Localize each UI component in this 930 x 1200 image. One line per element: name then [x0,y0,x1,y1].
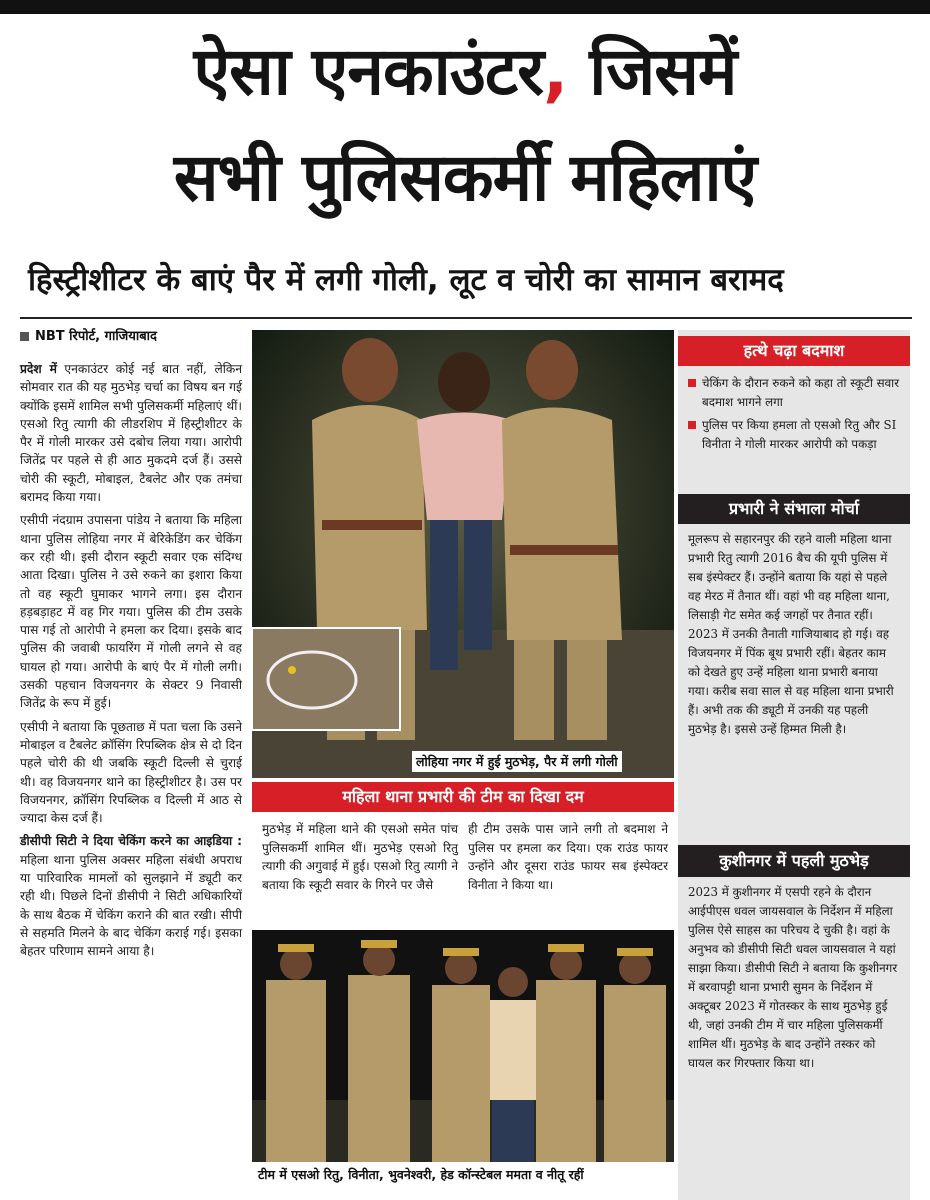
sidebar-box3-title: कुशीनगर में पहली मुठभेड़ [678,845,910,877]
sidebar [678,330,910,1200]
headline-line-2: सभी पुलिसकर्मी महिलाएं [173,139,757,216]
main-paragraph-4: डीसीपी सिटी ने दिया चेकिंग करने का आइडिया : महिला थाना पुलिस अक्सर महिला संबंधी अपराध या पारिवारिक मामलों को सुलझाने में ड्यूटी कर रही थी। पिछले दिनों डीसीपी ने सिटी अधिकारियों के साथ बैठक में चेकिंग कराने की बात रखी। सीपी से सहमति मिलने के बाद चेकिंग कराई गई। इसका बेहतर परिणाम सामने आया है। [20,834,242,959]
bullet-square-icon [688,421,696,429]
team-section-bar: महिला थाना प्रभारी की टीम का दिखा दम [252,782,674,812]
encounter-photo-illustration [252,330,674,778]
main-column [20,360,242,966]
photo1-caption: लोहिया नगर में हुई मुठभेड़, पैर में लगी गोली [412,751,622,772]
headline-comma: , [543,33,568,110]
main-paragraph-3: एसीपी ने बताया कि पूछताछ में पता चला कि उसने मोबाइल व टैबलेट क्रॉसिंग रिपब्लिक क्षेत्र से दो दिन पहले चोरी की थी जबकि स्कूटी दिल्ली से चुराई थी। वह विजयनगर थाने का हिस्ट्रीशीटर है। उस पर विजयनगर, क्रॉसिंग रिपब्लिक व दिल्ली में आठ से ज्यादा केस दर्ज हैं। [20,719,242,826]
bullet-square-icon [688,379,696,387]
subhead-lead: डीसीपी सिटी ने दिया चेकिंग करने का आइडिया : [20,834,242,849]
top-border [0,0,930,14]
main-paragraph-1: प्रदेश में एनकाउंटर कोई नई बात नहीं, लेकिन सोमवार रात की यह मुठभेड़ चर्चा का विषय बन गई क्योंकि इसमें शामिल सभी पुलिसकर्मी महिलाएं थीं। एसओ रितु त्यागी की लीडरशिप में हिस्ट्रीशीटर के पैर में गोली मारकर उसे दबोच लिया गया। आरोपी जितेंद्र पर पहले से ही आठ मुकदमे दर्ज हैं। उससे चोरी की स्कूटी, मोबाइल, टैबलेट और एक तमंचा बरामद किया गया। [20,362,242,505]
encounter-photo [252,330,674,778]
photo2-caption: टीम में एसओ रितु, विनीता, भुवनेश्वरी, हेड कॉन्स्टेबल ममता व नीतू रहीं [258,1167,584,1182]
team-column-2: ही टीम उसके पास जाने लगी तो बदमाश ने पुलिस पर हमला कर दिया। एक राउंड फायर उन्होंने और दूसरा राउंड फायर सब इंस्पेक्टर विनीता ने किया था। [468,822,668,892]
square-bullet-icon [20,332,29,341]
team-photo-illustration [252,930,674,1162]
byline-text: NBT रिपोर्ट, गाजियाबाद [35,329,157,344]
bullet-item: चेकिंग के दौरान रुकने को कहा तो स्कूटी सवार बदमाश भागने लगा [688,374,900,412]
divider-rule [20,317,912,319]
subheadline: हिस्ट्रीशीटर के बाएं पैर में लगी गोली, लूट व चोरी का सामान बरामद [28,262,784,298]
sidebar-box1-bullets [688,374,900,458]
main-paragraph-2: एसीपी नंदग्राम उपासना पांडेय ने बताया कि महिला थाना पुलिस लोहिया नगर में बेरिकेडिंग कर चेकिंग कर रही थी। इसी दौरान स्कूटी सवार एक संदिग्ध आता दिखा। पुलिस ने उसे रुकने का इशारा किया तो वह स्कूटी घुमाकर भागने लगा। इस दौरान हड़बड़ाहट में वह गिर गया। पुलिस की टीम उसके पास गई तो आरोपी ने हमला कर दिया। इसके बाद पुलिस की जवाबी फायरिंग में गोली लगने से वह घायल हो गया। आरोपी के बाएं पैर में गोली लगी। उसकी पहचान विजयनगर के सेक्टर 9 निवासी जितेंद्र के रूप में हुई। [20,513,242,711]
sidebar-box2-text: मूलरूप से सहारनपुर की रहने वाली महिला थाना प्रभारी रितु त्यागी 2016 बैच की यूपी पुलिस में सब इंस्पेक्टर हैं। उन्होंने बताया कि यहां से पहले वह मेरठ में तैनात थीं। वहां भी वह महिला थाना, लिसाड़ी गेट समेत कई जगहों पर तैनात रहीं। 2023 में उनकी तैनाती गाजियाबाद हो गई। वह विजयनगर में पिंक बूथ प्रभारी रहीं। बेहतर काम को देखते हुए उन्हें महिला थाना प्रभारी बनाया गया। करीब सवा साल से वह महिला थाना प्रभारी हैं। अभी तक की ड्यूटी में उनकी यह पहली मुठभेड़ है। इससे उन्हें हिम्मत मिली है। [688,532,894,736]
headline-line-1: ऐसा एनकाउंटर, जिसमें [193,33,737,110]
lead-in: प्रदेश में [20,362,57,376]
sidebar-box1-title: हत्थे चढ़ा बदमाश [678,336,910,366]
bullet-item: पुलिस पर किया हमला तो एसओ रितु और SI विनीता ने गोली मारकर आरोपी को पकड़ा [688,416,900,454]
team-photo [252,930,674,1162]
sidebar-box3-text: 2023 में कुशीनगर में एसपी रहने के दौरान आईपीएस धवल जायसवाल के निर्देशन में महिला पुलिस ऐसे साहस का परिचय दे चुकी है। वहां के अनुभव को डीसीपी सिटी धवल जायसवाल ने यहां साझा किया। डीसीपी सिटी ने बताया कि कुशीनगर में बरवापट्टी थाना प्रभारी सुमन के निर्देशन में अक्टूबर 2023 में गोतस्कर के साथ मुठभेड़ हुई थी, जहां उनकी टीम में चार महिला पुलिसकर्मी शामिल थीं। मुठभेड़ के बाद उन्होंने तस्कर को घायल कर गिरफ्तार किया था। [688,885,898,1070]
byline [20,326,157,344]
sidebar-box2-title: प्रभारी ने संभाला मोर्चा [678,494,910,524]
team-column-1: मुठभेड़ में महिला थाने की एसओ समेत पांच पुलिसकर्मी शामिल थीं। मुठभेड़ एसओ रितु त्यागी की अगुवाई में हुई। एसओ रितु त्यागी ने बताया कि स्कूटी सवार के गिरने पर जैसे [262,822,458,892]
